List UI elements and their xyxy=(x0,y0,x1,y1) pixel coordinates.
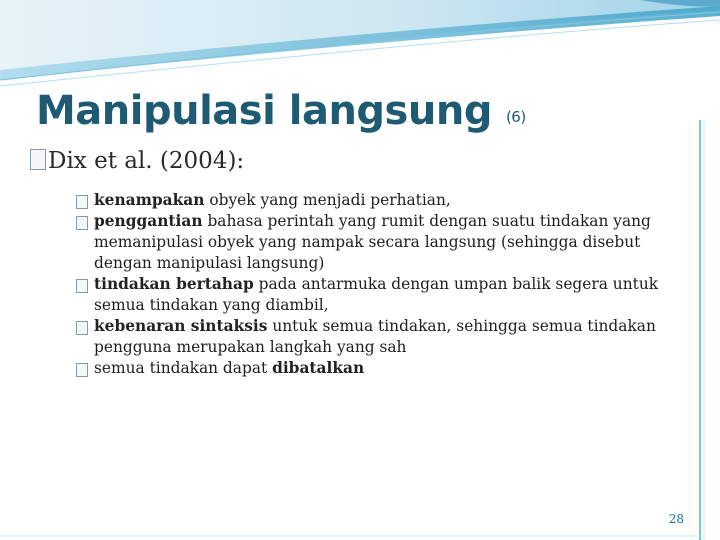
square-bullet-icon xyxy=(76,279,88,293)
item-keyword: tindakan bertahap xyxy=(94,275,254,293)
square-bullet-icon xyxy=(76,216,88,230)
item-keyword: kenampakan xyxy=(94,191,205,209)
item-keyword: kebenaran sintaksis xyxy=(94,317,268,335)
square-bullet-icon xyxy=(76,321,88,335)
item-text: bahasa perintah yang rumit dengan suatu tindakan yang memanipulasi obyek yang nampak secara langsung (sehingga disebut dengan manipulasi langsung) xyxy=(94,212,651,272)
item-keyword: penggantian xyxy=(94,212,203,230)
item-text: obyek yang menjadi perhatian, xyxy=(204,191,451,209)
square-bullet-icon xyxy=(76,195,88,209)
list-item xyxy=(62,274,682,316)
square-bullet-icon xyxy=(76,363,88,377)
list-item xyxy=(62,358,682,379)
item-text: semua tindakan dapat xyxy=(94,359,273,377)
page-number: 28 xyxy=(668,512,684,526)
level1-bullet xyxy=(30,148,244,174)
square-bullet-icon xyxy=(30,149,46,170)
item-keyword: dibatalkan xyxy=(272,359,365,377)
list-item xyxy=(62,190,682,211)
sub-bullet-list xyxy=(62,190,682,379)
slide-title-suffix: (6) xyxy=(505,108,526,126)
slide-title-text: Manipulasi langsung xyxy=(36,88,492,134)
slide-title xyxy=(36,88,696,134)
list-item xyxy=(62,316,682,358)
item-text: pada antarmuka dengan umpan balik segera untuk semua tindakan yang diambil, xyxy=(94,275,659,314)
list-item xyxy=(62,211,682,274)
item-text: untuk semua tindakan, sehingga semua tindakan pengguna merupakan langkah yang sah xyxy=(94,317,656,356)
level1-heading: Dix et al. (2004): xyxy=(48,148,245,174)
